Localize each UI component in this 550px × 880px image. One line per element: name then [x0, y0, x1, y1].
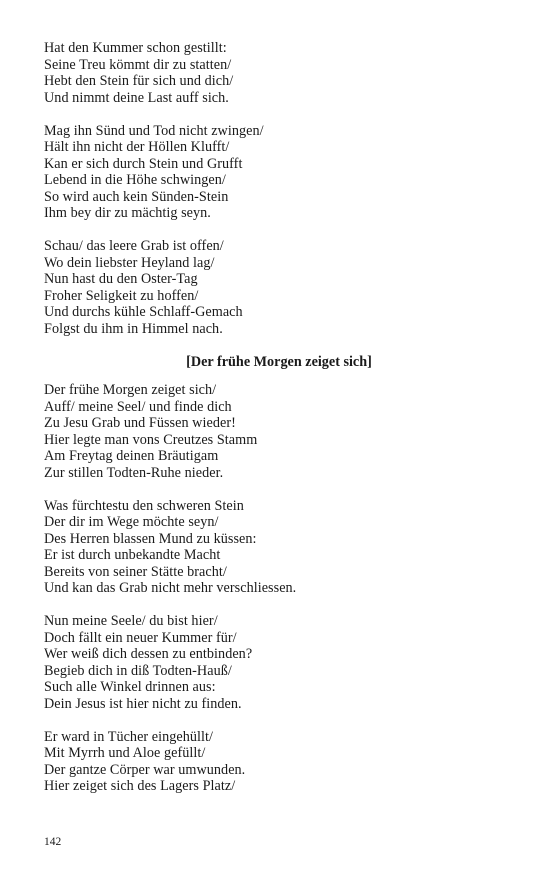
verse-line: Und kan das Grab nicht mehr verschliessen. — [44, 580, 297, 596]
poem-section — [44, 40, 514, 337]
stanza — [44, 40, 514, 106]
verse-line: Was fürchtestu den schweren Stein — [44, 497, 244, 514]
verse-line: Mit Myrrh und Aloe gefüllt/ — [44, 745, 206, 761]
verse-line: Bereits von seiner Stätte bracht/ — [44, 563, 227, 580]
poem-section — [44, 354, 514, 795]
verse-line: Dein Jesus ist hier nicht zu finden. — [44, 695, 242, 712]
verse-line: Er ward in Tücher eingehüllt/ — [44, 728, 214, 745]
verse-line: Der gantze Cörper war umwunden. — [44, 761, 246, 778]
verse-line: Hier zeiget sich des Lagers Platz/ — [44, 778, 236, 794]
verse-line: Wer weiß dich dessen zu entbinden? — [44, 646, 253, 662]
verse-line: Hält ihn nicht der Höllen Klufft/ — [44, 139, 230, 155]
stanza — [44, 613, 514, 712]
verse-line: Mag ihn Sünd und Tod nicht zwingen/ — [44, 122, 264, 139]
verse-line: Zur stillen Todten-Ruhe nieder. — [44, 464, 224, 481]
verse-line: Schau/ das leere Grab ist offen/ — [44, 238, 224, 254]
poem-text — [44, 40, 514, 811]
stanza — [44, 498, 514, 597]
verse-line: Begieb dich in diß Todten-Hauß/ — [44, 662, 232, 679]
verse-line: Am Freytag deinen Bräutigam — [44, 448, 219, 464]
verse-line: Folgst du ihm in Himmel nach. — [44, 320, 223, 337]
stanza — [44, 123, 514, 222]
verse-line: Hier legte man vons Creutzes Stamm — [44, 431, 258, 448]
verse-line: Und durchs kühle Schlaff-Gemach — [44, 304, 243, 320]
verse-line: Hebt den Stein für sich und dich/ — [44, 73, 234, 89]
stanza — [44, 382, 514, 481]
verse-line: Der dir im Wege möchte seyn/ — [44, 514, 219, 530]
verse-line: Der frühe Morgen zeiget sich/ — [44, 382, 217, 398]
stanza — [44, 238, 514, 337]
verse-line: Froher Seligkeit zu hoffen/ — [44, 287, 199, 304]
verse-line: Hat den Kummer schon gestillt: — [44, 40, 227, 56]
verse-line: Doch fällt ein neuer Kummer für/ — [44, 629, 237, 646]
verse-line: Nun hast du den Oster-Tag — [44, 271, 198, 287]
verse-line: Wo dein liebster Heyland lag/ — [44, 254, 215, 271]
verse-line: Und nimmt deine Last auff sich. — [44, 89, 229, 106]
verse-line: Nun meine Seele/ du bist hier/ — [44, 613, 218, 629]
verse-line: Such alle Winkel drinnen aus: — [44, 679, 216, 695]
verse-line: Kan er sich durch Stein und Grufft — [44, 155, 243, 172]
verse-line: Er ist durch unbekandte Macht — [44, 547, 221, 563]
section-heading: [Der frühe Morgen zeiget sich] — [186, 353, 372, 370]
verse-line: Ihm bey dir zu mächtig seyn. — [44, 205, 211, 221]
verse-line: So wird auch kein Sünden-Stein — [44, 188, 229, 205]
verse-line: Des Herren blassen Mund zu küssen: — [44, 530, 257, 547]
verse-line: Auff/ meine Seel/ und finde dich — [44, 398, 232, 415]
verse-line: Lebend in die Höhe schwingen/ — [44, 172, 226, 188]
page-number: 142 — [44, 836, 62, 848]
verse-line: Seine Treu kömmt dir zu statten/ — [44, 56, 232, 73]
verse-line: Zu Jesu Grab und Füssen wieder! — [44, 415, 236, 431]
stanza — [44, 729, 514, 795]
